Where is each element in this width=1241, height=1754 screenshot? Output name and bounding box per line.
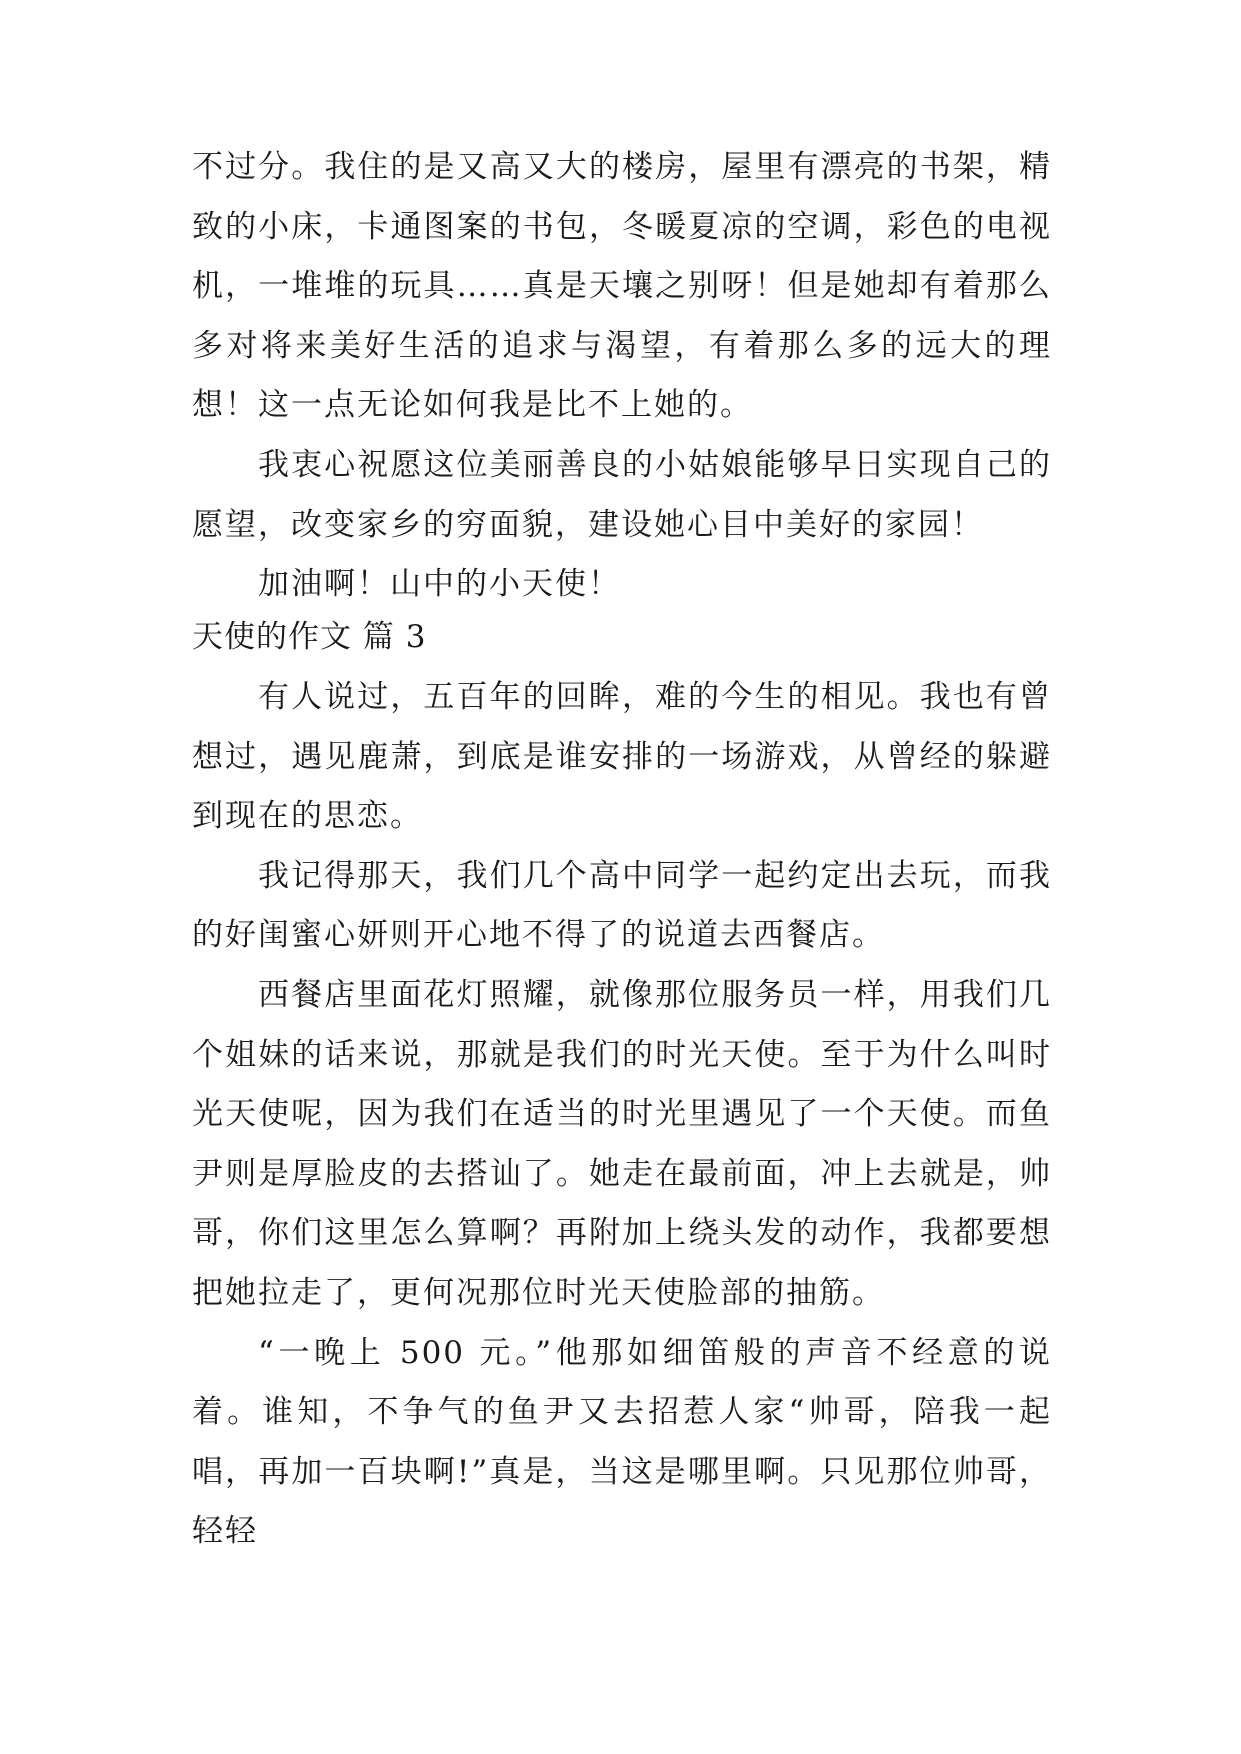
paragraph: 有人说过，五百年的回眸，难的今生的相见。我也有曾想过，遇见鹿萧，到底是谁安排的一场游戏，从曾经的躲避到现在的思恋。 <box>192 679 1052 835</box>
section-heading: 天使的作文 篇 3 <box>192 619 427 655</box>
paragraph: 西餐店里面花灯照耀，就像那位服务员一样，用我们几个姐妹的话来说，那就是我们的时光天使。至于为什么叫时光天使呢，因为我们在适当的时光里遇见了一个天使。而鱼尹则是厚脸皮的去搭讪了。她走在最前面，冲上去就是，帅哥，你们这里怎么算啊？再附加上绕头发的动作，我都要想把她拉走了，更何况那位时光天使脸部的抽筋。 <box>192 976 1052 1311</box>
section-heading-block <box>192 608 1052 668</box>
text-block-2 <box>192 668 1052 1562</box>
paragraph: “一晚上 500 元。”他那如细笛般的声音不经意的说着。谁知，不争气的鱼尹又去招惹人家“帅哥，陪我一起唱，再加一百块啊!”真是，当这是哪里啊。只见那位帅哥，轻轻 <box>192 1334 1052 1550</box>
paragraph: 不过分。我住的是又高又大的楼房，屋里有漂亮的书架，精致的小床，卡通图案的书包，冬暖夏凉的空调，彩色的电视机，一堆堆的玩具……真是天壤之别呀！但是她却有着那么多对将来美好生活的追求与渴望，有着那么多的远大的理想！这一点无论如何我是比不上她的。 <box>192 149 1052 424</box>
paragraph: 我记得那天，我们几个高中同学一起约定出去玩，而我的好闺蜜心妍则开心地不得了的说道去西餐店。 <box>192 857 1052 954</box>
paragraph: 加油啊！山中的小天使！ <box>258 566 621 603</box>
text-block-1 <box>192 138 1052 615</box>
paragraph: 我衷心祝愿这位美丽善良的小姑娘能够早日实现自己的愿望，改变家乡的穷面貌，建设她心目中美好的家园！ <box>192 446 1052 543</box>
